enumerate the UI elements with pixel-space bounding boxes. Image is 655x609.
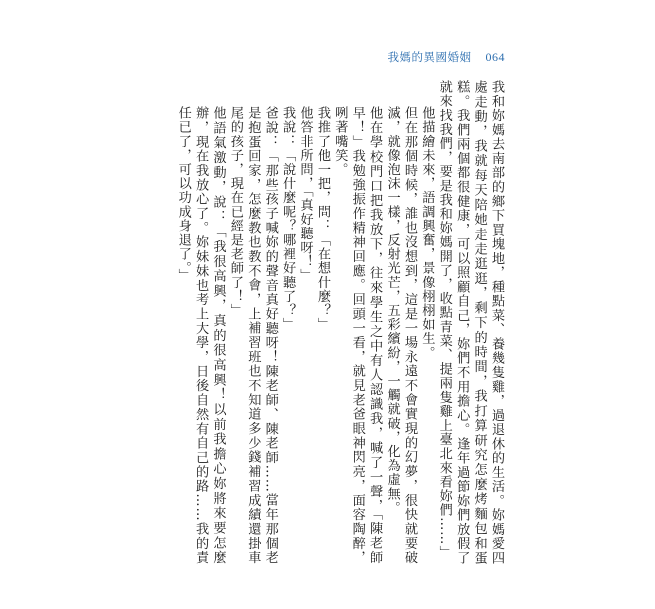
paragraph: 但在那個時候，誰也沒想到，這是一場永遠不會實現的幻夢，很快就要破滅，就像泡沫一樣，反射光芒，五彩繽紛，一觸就破，化為虛無。 <box>384 106 417 565</box>
body-text <box>174 80 505 565</box>
paragraph: 他描繪未來，語調興奮，景像栩栩如生。 <box>419 106 435 361</box>
paragraph: 他語氣激動，說：「我很高興，真的很高興！以前我擔心妳將來要怎麼辦，現在我放心了。妳妹妹也考上大學，日後自然有自己的路……我的責任已了，可以功成身退了。」 <box>175 106 226 565</box>
running-title: 我媽的異國婚姻 <box>387 50 472 64</box>
paragraph: 爸說：「那些孩子喊妳的聲音真好聽呀！陳老師、陳老師……當年那個老是抱蛋回家，怎麼教也教不會，上補習班也不知道多少錢補習成績還掛車尾的孩子，現在已經是老師了！」 <box>227 106 278 565</box>
page-number: 064 <box>485 50 505 64</box>
paragraph: 他答非所問，「真好聽呀！」 <box>297 106 313 284</box>
running-header <box>388 49 506 65</box>
paragraph: 我說：「說什麼呢？哪裡好聽了？」 <box>280 106 296 332</box>
paragraph: 我和妳媽去南部的鄉下買塊地，種點菜、養幾隻雞，過退休的生活。妳媽愛四處走動，我就每天陪她走走逛逛，剩下的時間，我打算研究怎麼烤麵包和蛋糕。我們兩個都很健康，可以照顧自己，妳們不用擔心。逢年過節妳們放假了就來找我們，要是我和妳媽開了，收點青菜、提兩隻雞上臺北來看妳們……」 <box>436 80 504 565</box>
paragraph: 他在學校門口把我放下，往來學生之中有人認識我，喊了一聲，「陳老師早！」我勉強振作精神回應。回頭一看，就見老爸眼神閃亮，面容陶醉，咧著嘴笑。 <box>332 106 383 565</box>
paragraph: 我推了他一把，問：「在想什麼？」 <box>314 106 330 332</box>
